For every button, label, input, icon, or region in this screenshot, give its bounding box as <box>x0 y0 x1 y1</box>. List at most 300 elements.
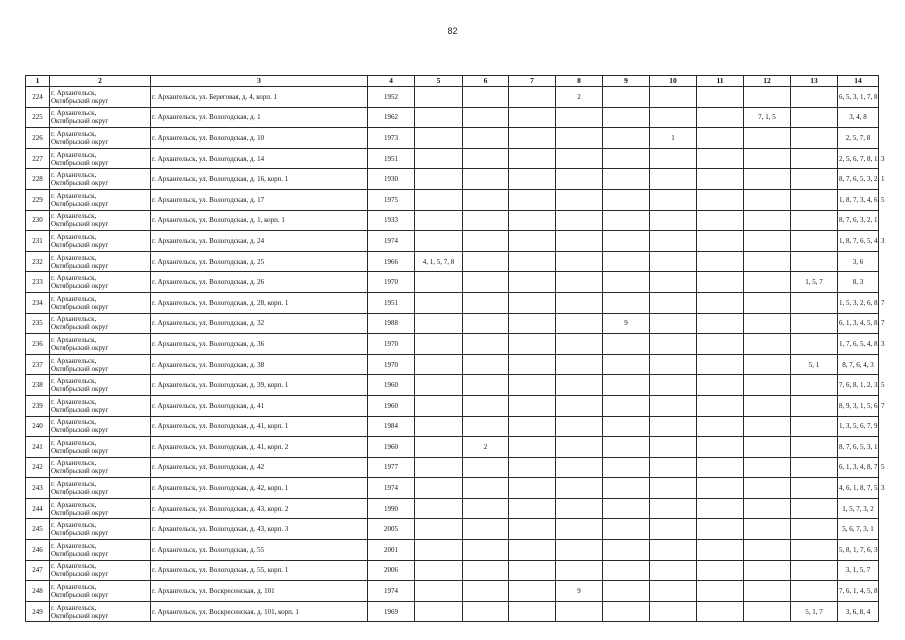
table-row <box>26 251 879 272</box>
year-cell: 1984 <box>368 416 415 437</box>
value-cell-9 <box>603 354 650 375</box>
table-row <box>26 189 879 210</box>
value-cell-13 <box>791 540 838 561</box>
value-cell-8 <box>556 107 603 128</box>
address-cell: г. Архангельск, ул. Вологодская, д. 55, корп. 1 <box>151 560 368 581</box>
value-cell-13 <box>791 107 838 128</box>
year-cell: 1977 <box>368 457 415 478</box>
value-cell-13 <box>791 148 838 169</box>
value-cell-7 <box>509 540 556 561</box>
value-cell-7 <box>509 272 556 293</box>
value-cell-12 <box>744 128 791 149</box>
value-cell-12 <box>744 457 791 478</box>
value-cell-5 <box>415 107 463 128</box>
value-cell-5 <box>415 416 463 437</box>
year-cell: 1960 <box>368 395 415 416</box>
location-cell <box>50 540 151 561</box>
value-cell-6 <box>463 375 509 396</box>
value-cell-9 <box>603 437 650 458</box>
location-district: Октябрьский округ <box>51 611 109 620</box>
value-cell-8 <box>556 334 603 355</box>
location-district: Октябрьский округ <box>51 591 109 600</box>
table-row <box>26 107 879 128</box>
column-header-5: 5 <box>415 76 463 87</box>
value-cell-10 <box>650 601 697 622</box>
location-cell <box>50 519 151 540</box>
address-cell: г. Архангельск, ул. Вологодская, д. 1, корп. 1 <box>151 210 368 231</box>
value-cell-6 <box>463 457 509 478</box>
value-cell-13 <box>791 210 838 231</box>
location-city: г. Архангельск, <box>51 129 97 138</box>
value-cell-14: 7, 6, 1, 4, 5, 8 <box>838 581 879 602</box>
value-cell-9 <box>603 375 650 396</box>
year-cell: 1962 <box>368 107 415 128</box>
row-number-cell: 242 <box>26 457 50 478</box>
value-cell-13: 5, 1, 7 <box>791 601 838 622</box>
value-cell-13 <box>791 87 838 108</box>
value-cell-12 <box>744 169 791 190</box>
value-cell-7 <box>509 437 556 458</box>
value-cell-14: 7, 6, 8, 1, 2, 3, 5 <box>838 375 879 396</box>
value-cell-6 <box>463 189 509 210</box>
value-cell-5 <box>415 540 463 561</box>
value-cell-8 <box>556 375 603 396</box>
location-city: г. Архангельск, <box>51 191 97 200</box>
table-header-row <box>26 76 879 87</box>
value-cell-11 <box>697 169 744 190</box>
value-cell-7 <box>509 251 556 272</box>
location-district: Октябрьский округ <box>51 137 109 146</box>
value-cell-9 <box>603 169 650 190</box>
value-cell-6 <box>463 354 509 375</box>
column-header-4: 4 <box>368 76 415 87</box>
location-city: г. Архангельск, <box>51 583 97 592</box>
location-cell <box>50 169 151 190</box>
value-cell-12 <box>744 437 791 458</box>
value-cell-9: 9 <box>603 313 650 334</box>
value-cell-9 <box>603 334 650 355</box>
location-city: г. Архангельск, <box>51 418 97 427</box>
value-cell-6 <box>463 395 509 416</box>
value-cell-9 <box>603 498 650 519</box>
location-city: г. Архангельск, <box>51 88 97 97</box>
value-cell-13 <box>791 231 838 252</box>
value-cell-13 <box>791 395 838 416</box>
value-cell-14: 6, 1, 3, 4, 8, 7, 5 <box>838 457 879 478</box>
row-number-cell: 239 <box>26 395 50 416</box>
location-city: г. Архангельск, <box>51 315 97 324</box>
value-cell-5 <box>415 128 463 149</box>
value-cell-14: 3, 6 <box>838 251 879 272</box>
address-cell: г. Архангельск, ул. Вологодская, д. 36 <box>151 334 368 355</box>
value-cell-10 <box>650 189 697 210</box>
value-cell-12 <box>744 313 791 334</box>
value-cell-13 <box>791 292 838 313</box>
value-cell-5 <box>415 581 463 602</box>
row-number-cell: 236 <box>26 334 50 355</box>
address-cell: г. Архангельск, ул. Воскресенская, д. 101 <box>151 581 368 602</box>
row-number-cell: 227 <box>26 148 50 169</box>
value-cell-12 <box>744 416 791 437</box>
value-cell-7 <box>509 478 556 499</box>
value-cell-5 <box>415 292 463 313</box>
value-cell-11 <box>697 478 744 499</box>
value-cell-14: 8, 7, 6, 5, 3, 1 <box>838 437 879 458</box>
value-cell-8 <box>556 601 603 622</box>
location-district: Октябрьский округ <box>51 199 109 208</box>
location-district: Октябрьский округ <box>51 529 109 538</box>
location-cell <box>50 334 151 355</box>
column-header-2: 2 <box>50 76 151 87</box>
value-cell-14: 1, 7, 6, 5, 4, 8, 3 <box>838 334 879 355</box>
value-cell-12: 7, 1, 5 <box>744 107 791 128</box>
value-cell-5 <box>415 148 463 169</box>
location-district: Октябрьский округ <box>51 549 109 558</box>
value-cell-5 <box>415 210 463 231</box>
page-number: 82 <box>447 26 458 36</box>
value-cell-8 <box>556 189 603 210</box>
table-row <box>26 313 879 334</box>
location-cell <box>50 354 151 375</box>
row-number-cell: 226 <box>26 128 50 149</box>
value-cell-8 <box>556 457 603 478</box>
value-cell-7 <box>509 148 556 169</box>
row-number-cell: 224 <box>26 87 50 108</box>
address-cell: г. Архангельск, ул. Вологодская, д. 1 <box>151 107 368 128</box>
value-cell-5 <box>415 231 463 252</box>
value-cell-7 <box>509 519 556 540</box>
value-cell-11 <box>697 601 744 622</box>
value-cell-7 <box>509 416 556 437</box>
location-district: Октябрьский округ <box>51 488 109 497</box>
value-cell-12 <box>744 292 791 313</box>
value-cell-7 <box>509 169 556 190</box>
year-cell: 1960 <box>368 375 415 396</box>
location-city: г. Архангельск, <box>51 171 97 180</box>
year-cell: 1970 <box>368 334 415 355</box>
table-row <box>26 272 879 293</box>
value-cell-9 <box>603 581 650 602</box>
value-cell-14: 3, 1, 5, 7 <box>838 560 879 581</box>
value-cell-8 <box>556 210 603 231</box>
row-number-cell: 228 <box>26 169 50 190</box>
value-cell-10 <box>650 272 697 293</box>
value-cell-7 <box>509 395 556 416</box>
value-cell-10 <box>650 251 697 272</box>
value-cell-8 <box>556 148 603 169</box>
value-cell-7 <box>509 375 556 396</box>
column-header-11: 11 <box>697 76 744 87</box>
value-cell-11 <box>697 210 744 231</box>
value-cell-7 <box>509 87 556 108</box>
value-cell-11 <box>697 231 744 252</box>
value-cell-10 <box>650 107 697 128</box>
location-district: Октябрьский округ <box>51 426 109 435</box>
value-cell-11 <box>697 416 744 437</box>
value-cell-14: 8, 7, 6, 4, 3 <box>838 354 879 375</box>
location-city: г. Архангельск, <box>51 562 97 571</box>
value-cell-13 <box>791 169 838 190</box>
value-cell-12 <box>744 498 791 519</box>
value-cell-13 <box>791 498 838 519</box>
value-cell-13 <box>791 437 838 458</box>
year-cell: 1990 <box>368 498 415 519</box>
location-city: г. Архангельск, <box>51 438 97 447</box>
value-cell-5 <box>415 272 463 293</box>
location-district: Октябрьский округ <box>51 282 109 291</box>
value-cell-12 <box>744 478 791 499</box>
value-cell-11 <box>697 148 744 169</box>
year-cell: 1973 <box>368 128 415 149</box>
value-cell-12 <box>744 581 791 602</box>
value-cell-9 <box>603 478 650 499</box>
address-cell: г. Архангельск, ул. Вологодская, д. 42 <box>151 457 368 478</box>
value-cell-8 <box>556 519 603 540</box>
year-cell: 1974 <box>368 231 415 252</box>
location-district: Октябрьский округ <box>51 261 109 270</box>
value-cell-10 <box>650 478 697 499</box>
value-cell-12 <box>744 272 791 293</box>
value-cell-5 <box>415 478 463 499</box>
table-row <box>26 87 879 108</box>
location-district: Октябрьский округ <box>51 570 109 579</box>
location-city: г. Архангельск, <box>51 521 97 530</box>
value-cell-10 <box>650 581 697 602</box>
value-cell-11 <box>697 395 744 416</box>
value-cell-6 <box>463 231 509 252</box>
location-cell <box>50 560 151 581</box>
value-cell-12 <box>744 148 791 169</box>
address-cell: г. Архангельск, ул. Вологодская, д. 43, корп. 2 <box>151 498 368 519</box>
value-cell-13 <box>791 519 838 540</box>
value-cell-12 <box>744 560 791 581</box>
value-cell-9 <box>603 395 650 416</box>
value-cell-11 <box>697 334 744 355</box>
year-cell: 1988 <box>368 313 415 334</box>
value-cell-11 <box>697 189 744 210</box>
table-row <box>26 560 879 581</box>
year-cell: 1974 <box>368 478 415 499</box>
location-cell <box>50 128 151 149</box>
location-city: г. Архангельск, <box>51 335 97 344</box>
value-cell-10 <box>650 560 697 581</box>
location-cell <box>50 189 151 210</box>
value-cell-10 <box>650 87 697 108</box>
address-cell: г. Архангельск, ул. Вологодская, д. 38 <box>151 354 368 375</box>
table-row <box>26 292 879 313</box>
year-cell: 1966 <box>368 251 415 272</box>
value-cell-5 <box>415 313 463 334</box>
address-cell: г. Архангельск, ул. Вологодская, д. 39, корп. 1 <box>151 375 368 396</box>
row-number-cell: 238 <box>26 375 50 396</box>
table-row <box>26 395 879 416</box>
value-cell-14: 3, 6, 8, 4 <box>838 601 879 622</box>
location-district: Октябрьский округ <box>51 405 109 414</box>
value-cell-10 <box>650 292 697 313</box>
value-cell-13 <box>791 189 838 210</box>
table-row <box>26 601 879 622</box>
column-header-10: 10 <box>650 76 697 87</box>
year-cell: 1951 <box>368 148 415 169</box>
value-cell-8 <box>556 272 603 293</box>
table-row <box>26 354 879 375</box>
location-city: г. Архангельск, <box>51 109 97 118</box>
value-cell-13 <box>791 457 838 478</box>
value-cell-8 <box>556 292 603 313</box>
location-district: Октябрьский округ <box>51 240 109 249</box>
location-district: Октябрьский округ <box>51 179 109 188</box>
location-city: г. Архангельск, <box>51 232 97 241</box>
value-cell-5 <box>415 354 463 375</box>
value-cell-11 <box>697 560 744 581</box>
location-city: г. Архангельск, <box>51 377 97 386</box>
value-cell-12 <box>744 251 791 272</box>
value-cell-5 <box>415 457 463 478</box>
value-cell-13: 1, 5, 7 <box>791 272 838 293</box>
location-cell <box>50 148 151 169</box>
value-cell-7 <box>509 457 556 478</box>
value-cell-11 <box>697 292 744 313</box>
year-cell: 1970 <box>368 354 415 375</box>
value-cell-6 <box>463 169 509 190</box>
value-cell-11 <box>697 581 744 602</box>
value-cell-14: 6, 5, 3, 1, 7, 8 <box>838 87 879 108</box>
row-number-cell: 249 <box>26 601 50 622</box>
value-cell-10 <box>650 437 697 458</box>
year-cell: 1951 <box>368 292 415 313</box>
value-cell-5 <box>415 395 463 416</box>
row-number-cell: 246 <box>26 540 50 561</box>
location-district: Октябрьский округ <box>51 158 109 167</box>
value-cell-8 <box>556 498 603 519</box>
value-cell-9 <box>603 210 650 231</box>
location-district: Октябрьский округ <box>51 96 109 105</box>
year-cell: 2005 <box>368 519 415 540</box>
value-cell-12 <box>744 87 791 108</box>
value-cell-10 <box>650 231 697 252</box>
value-cell-8 <box>556 437 603 458</box>
value-cell-13 <box>791 560 838 581</box>
value-cell-5 <box>415 375 463 396</box>
row-number-cell: 248 <box>26 581 50 602</box>
table-row <box>26 457 879 478</box>
value-cell-12 <box>744 375 791 396</box>
value-cell-11 <box>697 540 744 561</box>
value-cell-8 <box>556 251 603 272</box>
table-row <box>26 519 879 540</box>
value-cell-8 <box>556 395 603 416</box>
value-cell-9 <box>603 251 650 272</box>
value-cell-10 <box>650 395 697 416</box>
location-city: г. Архангельск, <box>51 274 97 283</box>
value-cell-14: 6, 1, 3, 4, 5, 8, 7 <box>838 313 879 334</box>
location-district: Октябрьский округ <box>51 446 109 455</box>
column-header-1: 1 <box>26 76 50 87</box>
value-cell-14: 1, 3, 5, 6, 7, 9 <box>838 416 879 437</box>
value-cell-14: 2, 5, 6, 7, 8, 1, 3 <box>838 148 879 169</box>
value-cell-7 <box>509 601 556 622</box>
table-row <box>26 437 879 458</box>
value-cell-10 <box>650 498 697 519</box>
table-row <box>26 375 879 396</box>
value-cell-5 <box>415 334 463 355</box>
location-cell <box>50 581 151 602</box>
value-cell-8 <box>556 540 603 561</box>
row-number-cell: 229 <box>26 189 50 210</box>
value-cell-13 <box>791 416 838 437</box>
table-row <box>26 416 879 437</box>
location-cell <box>50 601 151 622</box>
value-cell-6 <box>463 601 509 622</box>
column-header-12: 12 <box>744 76 791 87</box>
value-cell-12 <box>744 354 791 375</box>
value-cell-8 <box>556 560 603 581</box>
value-cell-10 <box>650 210 697 231</box>
value-cell-9 <box>603 457 650 478</box>
location-cell <box>50 107 151 128</box>
location-city: г. Архангельск, <box>51 397 97 406</box>
value-cell-7 <box>509 292 556 313</box>
table-row <box>26 581 879 602</box>
address-cell: г. Архангельск, ул. Вологодская, д. 14 <box>151 148 368 169</box>
address-cell: г. Архангельск, ул. Вологодская, д. 26 <box>151 272 368 293</box>
value-cell-11 <box>697 519 744 540</box>
value-cell-10 <box>650 334 697 355</box>
value-cell-10 <box>650 540 697 561</box>
value-cell-8 <box>556 231 603 252</box>
value-cell-5 <box>415 169 463 190</box>
value-cell-12 <box>744 334 791 355</box>
value-cell-13 <box>791 128 838 149</box>
table-row <box>26 128 879 149</box>
address-cell: г. Архангельск, ул. Вологодская, д. 32 <box>151 313 368 334</box>
table-row <box>26 334 879 355</box>
value-cell-12 <box>744 395 791 416</box>
location-district: Октябрьский округ <box>51 467 109 476</box>
value-cell-14: 8, 7, 6, 3, 2, 1 <box>838 210 879 231</box>
address-cell: г. Архангельск, ул. Вологодская, д. 41, корп. 2 <box>151 437 368 458</box>
value-cell-5: 4, 1, 5, 7, 8 <box>415 251 463 272</box>
location-cell <box>50 395 151 416</box>
column-header-8: 8 <box>556 76 603 87</box>
location-cell <box>50 478 151 499</box>
value-cell-10 <box>650 169 697 190</box>
value-cell-7 <box>509 560 556 581</box>
value-cell-9 <box>603 87 650 108</box>
value-cell-6 <box>463 581 509 602</box>
address-cell: г. Архангельск, ул. Вологодская, д. 25 <box>151 251 368 272</box>
column-header-7: 7 <box>509 76 556 87</box>
year-cell: 1969 <box>368 601 415 622</box>
row-number-cell: 243 <box>26 478 50 499</box>
row-number-cell: 240 <box>26 416 50 437</box>
value-cell-5 <box>415 601 463 622</box>
location-city: г. Архангельск, <box>51 212 97 221</box>
value-cell-11 <box>697 457 744 478</box>
location-district: Октябрьский округ <box>51 117 109 126</box>
value-cell-10 <box>650 375 697 396</box>
value-cell-7 <box>509 581 556 602</box>
year-cell: 1930 <box>368 169 415 190</box>
value-cell-10 <box>650 519 697 540</box>
location-cell <box>50 437 151 458</box>
value-cell-6 <box>463 519 509 540</box>
location-cell <box>50 292 151 313</box>
value-cell-7 <box>509 334 556 355</box>
address-cell: г. Архангельск, ул. Вологодская, д. 17 <box>151 189 368 210</box>
row-number-cell: 231 <box>26 231 50 252</box>
year-cell: 1970 <box>368 272 415 293</box>
